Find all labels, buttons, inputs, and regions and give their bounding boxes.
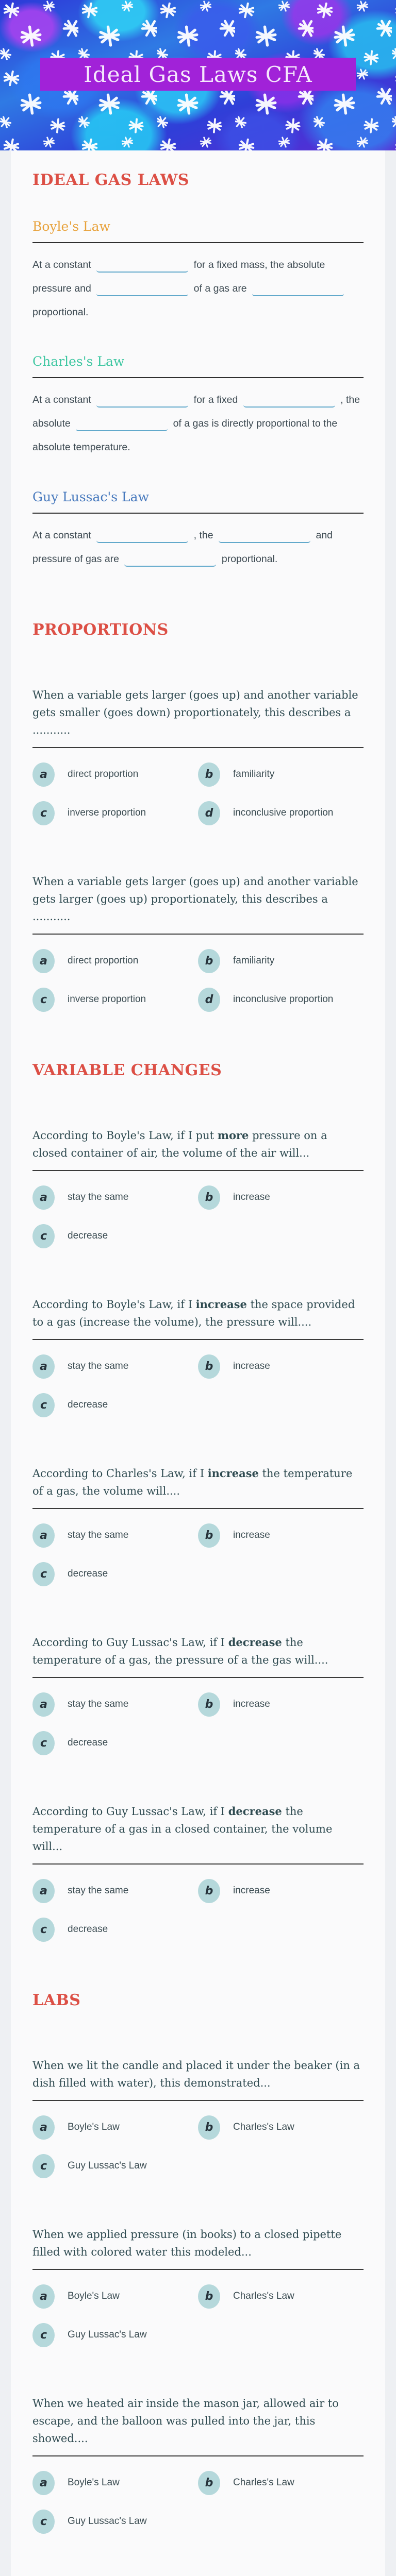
question-variable-changes-2 xyxy=(32,1296,364,1417)
fill-text: proportional. xyxy=(221,553,278,565)
question-labs-2 xyxy=(32,2226,364,2347)
option-b[interactable] xyxy=(198,1523,364,1548)
divider xyxy=(32,2455,364,2456)
option-a[interactable] xyxy=(32,2284,198,2309)
option-b[interactable] xyxy=(198,762,364,787)
option-letter-badge: b xyxy=(198,1692,220,1717)
option-letter-badge: a xyxy=(32,762,55,787)
option-letter-badge: b xyxy=(198,1523,220,1548)
option-label: stay the same xyxy=(68,1699,129,1710)
option-c[interactable] xyxy=(32,1393,198,1417)
fill-text: , the absolute xyxy=(32,394,360,430)
option-label: decrease xyxy=(68,1399,108,1411)
fill-in-paragraph-charles xyxy=(32,388,364,459)
question-text: According to Charles's Law, if I increase the temperature of a gas, the volume will.... xyxy=(32,1466,353,1497)
option-c[interactable] xyxy=(32,2510,198,2534)
option-label: inconclusive proportion xyxy=(233,994,334,1005)
option-label: stay the same xyxy=(68,1192,129,1203)
divider xyxy=(32,1677,364,1678)
option-letter-badge: b xyxy=(198,2284,220,2309)
option-letter-badge: b xyxy=(198,762,220,787)
option-letter-badge: a xyxy=(32,2115,55,2140)
question-text: According to Boyle's Law, if I put more pressure on a closed container of air, the volume of the air will... xyxy=(32,1128,327,1159)
divider xyxy=(32,2269,364,2270)
banner-title-plate xyxy=(40,58,356,91)
option-label: Guy Lussac's Law xyxy=(68,2329,147,2341)
fill-blank[interactable] xyxy=(96,259,188,273)
option-a[interactable] xyxy=(32,1523,198,1548)
option-c[interactable] xyxy=(32,2323,198,2347)
option-letter-badge: d xyxy=(198,988,220,1012)
divider xyxy=(32,747,364,748)
option-label: stay the same xyxy=(68,1885,129,1896)
option-label: increase xyxy=(233,1885,270,1896)
divider xyxy=(32,1863,364,1865)
option-b[interactable] xyxy=(198,2284,364,2309)
worksheet-card xyxy=(11,150,385,2576)
fill-text: of a gas are xyxy=(193,282,247,294)
option-letter-badge: c xyxy=(32,988,55,1012)
fill-blank[interactable] xyxy=(252,283,344,296)
question-variable-changes-5 xyxy=(32,1803,364,1942)
option-letter-badge: c xyxy=(32,2323,55,2347)
question-proportions-2 xyxy=(32,873,364,1012)
option-label: stay the same xyxy=(68,1361,129,1372)
question-text: When we applied pressure (in books) to a closed pipette filled with colored water this modeled... xyxy=(32,2228,342,2258)
option-label: inconclusive proportion xyxy=(233,807,334,819)
divider xyxy=(32,513,364,514)
option-letter-badge: a xyxy=(32,1879,55,1903)
option-b[interactable] xyxy=(198,949,364,973)
option-letter-badge: a xyxy=(32,2284,55,2309)
question-text: When we lit the candle and placed it under the beaker (in a dish filled with water), this demonstrated... xyxy=(32,2059,360,2089)
option-d[interactable] xyxy=(198,801,364,825)
option-c[interactable] xyxy=(32,2154,198,2178)
question-proportions-1 xyxy=(32,686,364,825)
fill-text: for a fixed xyxy=(193,394,238,406)
divider xyxy=(32,1170,364,1171)
option-label: familiarity xyxy=(233,955,275,967)
option-label: Charles's Law xyxy=(233,2122,294,2133)
fill-in-paragraph-boyle xyxy=(32,253,364,324)
option-letter-badge: c xyxy=(32,2154,55,2178)
option-a[interactable] xyxy=(32,2471,198,2495)
option-letter-badge: a xyxy=(32,1354,55,1379)
options-grid xyxy=(32,1879,364,1942)
option-label: direct proportion xyxy=(68,769,139,780)
divider xyxy=(32,1339,364,1340)
fill-text: for a fixed mass, the absolute pressure and xyxy=(32,259,325,294)
option-label: Boyle's Law xyxy=(68,2477,120,2488)
question-labs-1 xyxy=(32,2057,364,2178)
question-variable-changes-4 xyxy=(32,1634,364,1755)
option-a[interactable] xyxy=(32,1879,198,1903)
question-labs-3 xyxy=(32,2395,364,2534)
question-variable-changes-3 xyxy=(32,1465,364,1586)
section-title-ideal-gas-laws: IDEAL GAS LAWS xyxy=(32,171,189,189)
fill-blank[interactable] xyxy=(243,394,335,408)
fill-blank[interactable] xyxy=(96,530,188,543)
option-letter-badge: c xyxy=(32,1918,55,1942)
divider xyxy=(32,242,364,243)
section-title-proportions: PROPORTIONS xyxy=(32,620,169,639)
option-c[interactable] xyxy=(32,801,198,825)
option-a[interactable] xyxy=(32,949,198,973)
option-b[interactable] xyxy=(198,1692,364,1717)
option-letter-badge: c xyxy=(32,1224,55,1248)
options-grid xyxy=(32,1523,364,1586)
option-letter-badge: d xyxy=(198,801,220,825)
option-letter-badge: a xyxy=(32,1185,55,1210)
fill-text: and pressure of gas are xyxy=(32,529,333,565)
subsection-title-charless-law: Charles's Law xyxy=(32,354,125,369)
option-label: inverse proportion xyxy=(68,994,146,1005)
section-title-labs: LABS xyxy=(32,1991,81,2009)
option-b[interactable] xyxy=(198,1185,364,1210)
option-a[interactable] xyxy=(32,1185,198,1210)
option-letter-badge: c xyxy=(32,1393,55,1417)
option-label: Charles's Law xyxy=(233,2477,294,2488)
option-c[interactable] xyxy=(32,1731,198,1755)
fill-blank[interactable] xyxy=(96,394,188,408)
divider xyxy=(32,1508,364,1509)
option-label: increase xyxy=(233,1699,270,1710)
option-c[interactable] xyxy=(32,1224,198,1248)
question-text: When we heated air inside the mason jar, allowed air to escape, and the balloon was pulled into the jar, this showed.... xyxy=(32,2397,339,2445)
fill-blank[interactable] xyxy=(124,553,216,567)
option-b[interactable] xyxy=(198,2471,364,2495)
fill-text: , the xyxy=(193,529,213,541)
option-a[interactable] xyxy=(32,2115,198,2140)
divider xyxy=(32,934,364,935)
option-letter-badge: a xyxy=(32,1523,55,1548)
option-c[interactable] xyxy=(32,1918,198,1942)
option-label: inverse proportion xyxy=(68,807,146,819)
options-grid xyxy=(32,1692,364,1755)
option-label: increase xyxy=(233,1192,270,1203)
option-b[interactable] xyxy=(198,2115,364,2140)
option-label: decrease xyxy=(68,1924,108,1935)
option-letter-badge: a xyxy=(32,2471,55,2495)
option-label: Boyle's Law xyxy=(68,2291,120,2302)
fill-in-paragraph-lussac xyxy=(32,524,364,571)
fill-text: At a constant xyxy=(32,394,91,406)
option-c[interactable] xyxy=(32,988,198,1012)
option-letter-badge: c xyxy=(32,1562,55,1586)
option-letter-badge: b xyxy=(198,2115,220,2140)
options-grid xyxy=(32,949,364,1012)
option-label: decrease xyxy=(68,1737,108,1749)
divider xyxy=(32,2100,364,2101)
options-grid xyxy=(32,762,364,825)
option-b[interactable] xyxy=(198,1354,364,1379)
section-title-variable-changes: VARIABLE CHANGES xyxy=(32,1061,222,1079)
banner-image xyxy=(0,0,396,150)
option-label: increase xyxy=(233,1530,270,1541)
option-letter-badge: c xyxy=(32,1731,55,1755)
option-a[interactable] xyxy=(32,1692,198,1717)
options-grid xyxy=(32,2471,364,2534)
options-grid xyxy=(32,1354,364,1417)
option-label: Guy Lussac's Law xyxy=(68,2516,147,2527)
option-d[interactable] xyxy=(198,988,364,1012)
option-a[interactable] xyxy=(32,1354,198,1379)
option-b[interactable] xyxy=(198,1879,364,1903)
banner-title: Ideal Gas Laws CFA xyxy=(84,61,312,87)
question-text: According to Guy Lussac's Law, if I decrease the temperature of a gas in a closed container, the volume will... xyxy=(32,1804,333,1853)
option-letter-badge: a xyxy=(32,1692,55,1717)
option-letter-badge: b xyxy=(198,949,220,973)
option-letter-badge: a xyxy=(32,949,55,973)
option-label: increase xyxy=(233,1361,270,1372)
option-label: Charles's Law xyxy=(233,2291,294,2302)
option-letter-badge: b xyxy=(198,1879,220,1903)
options-grid xyxy=(32,2115,364,2178)
option-label: Boyle's Law xyxy=(68,2122,120,2133)
question-text: When a variable gets larger (goes up) and another variable gets larger (goes up) proportionately, this describes a ........... xyxy=(32,875,358,923)
option-letter-badge: c xyxy=(32,801,55,825)
fill-blank[interactable] xyxy=(76,418,168,431)
option-letter-badge: b xyxy=(198,1185,220,1210)
option-c[interactable] xyxy=(32,1562,198,1586)
option-label: direct proportion xyxy=(68,955,139,967)
option-label: Guy Lussac's Law xyxy=(68,2160,147,2172)
option-letter-badge: c xyxy=(32,2510,55,2534)
question-text: According to Guy Lussac's Law, if I decrease the temperature of a gas, the pressure of a the gas will.... xyxy=(32,1635,328,1666)
fill-blank[interactable] xyxy=(96,283,188,296)
options-grid xyxy=(32,1185,364,1248)
question-variable-changes-1 xyxy=(32,1127,364,1248)
fill-text: of a gas is directly proportional to the absolute temperature. xyxy=(32,418,338,453)
option-a[interactable] xyxy=(32,762,198,787)
fill-blank[interactable] xyxy=(219,530,310,543)
option-label: decrease xyxy=(68,1568,108,1580)
subsection-title-boyles-law: Boyle's Law xyxy=(32,219,110,234)
option-label: familiarity xyxy=(233,769,275,780)
option-label: stay the same xyxy=(68,1530,129,1541)
options-grid xyxy=(32,2284,364,2347)
divider xyxy=(32,377,364,378)
fill-text: proportional. xyxy=(32,306,89,318)
fill-text: At a constant xyxy=(32,529,91,541)
subsection-title-guy-lussacs-law: Guy Lussac's Law xyxy=(32,489,149,504)
question-text: When a variable gets larger (goes up) and another variable gets smaller (goes down) proportionately, this describes a ........... xyxy=(32,688,358,736)
option-letter-badge: b xyxy=(198,2471,220,2495)
option-label: decrease xyxy=(68,1230,108,1242)
option-letter-badge: b xyxy=(198,1354,220,1379)
question-text: According to Boyle's Law, if I increase the space provided to a gas (increase the volume), the pressure will.... xyxy=(32,1297,355,1328)
fill-text: At a constant xyxy=(32,259,91,270)
